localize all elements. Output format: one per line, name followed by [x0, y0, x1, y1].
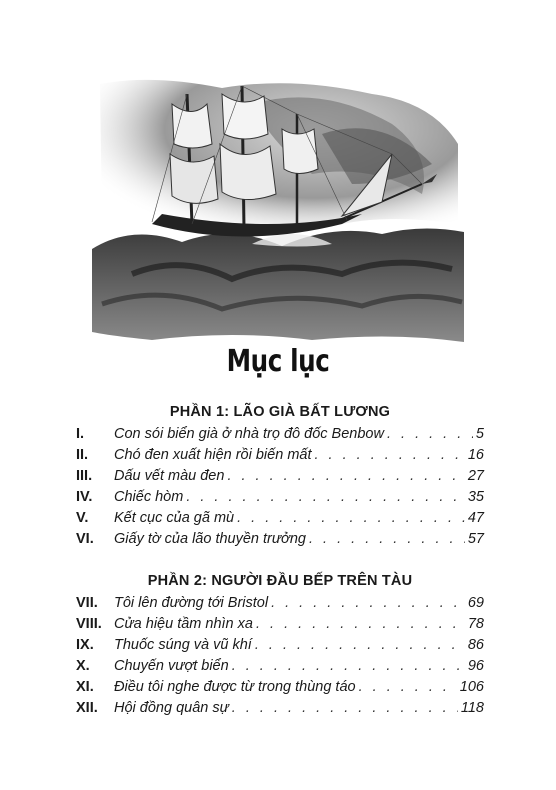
page-number: 69 [467, 595, 484, 611]
ship-illustration [92, 74, 464, 342]
chapter-number: VIII. [76, 616, 102, 632]
chapter-title: Con sói biển già ở nhà trọ đô đốc Benbow [114, 426, 384, 442]
toc-entry[interactable] [76, 466, 484, 486]
part-2-heading: PHẦN 2: NGƯỜI ĐẦU BẾP TRÊN TÀU [147, 573, 413, 589]
chapter-number: XI. [76, 679, 94, 695]
page-number: 86 [467, 637, 484, 653]
dot-leader [359, 677, 457, 697]
chapter-number: IV. [76, 489, 93, 505]
chapter-title: Thuốc súng và vũ khí [114, 637, 252, 653]
toc-entry[interactable] [76, 487, 484, 507]
chapter-number: II. [76, 447, 89, 463]
toc-entry[interactable] [76, 529, 484, 549]
chapter-number: VI. [76, 531, 94, 547]
page-number: 106 [459, 679, 484, 695]
toc-entry[interactable] [76, 635, 484, 655]
page-number: 27 [467, 468, 484, 484]
chapter-number: VII. [76, 595, 98, 611]
page-number: 35 [467, 489, 484, 505]
chapter-number: X. [76, 658, 90, 674]
dot-leader [232, 656, 465, 676]
toc-entry[interactable] [76, 614, 484, 634]
chapter-title: Chó đen xuất hiện rồi biến mất [114, 447, 312, 463]
toc-title: Mục lục [226, 344, 330, 379]
dot-leader [315, 445, 465, 465]
dot-leader [309, 529, 465, 549]
chapter-number: IX. [76, 637, 94, 653]
chapter-title: Tôi lên đường tới Bristol [114, 595, 269, 611]
page-number: 57 [467, 531, 484, 547]
dot-leader [237, 508, 465, 528]
chapter-number: I. [76, 426, 85, 442]
chapter-title: Điều tôi nghe được từ trong thùng táo [114, 679, 356, 695]
dot-leader [232, 698, 458, 718]
page-number: 118 [460, 700, 484, 716]
toc-entry[interactable] [76, 508, 484, 528]
toc-entry[interactable] [76, 445, 484, 465]
page-number: 78 [467, 616, 484, 632]
chapter-title: Giấy tờ của lão thuyền trưởng [114, 531, 306, 547]
toc-entry[interactable] [76, 656, 484, 676]
chapter-title: Chiếc hòm [114, 489, 184, 505]
part-1-heading: PHẦN 1: LÃO GIÀ BẤT LƯƠNG [169, 404, 391, 420]
toc-entry[interactable] [76, 698, 484, 718]
dot-leader [186, 487, 465, 507]
chapter-title: Hội đồng quân sự [114, 700, 229, 716]
chapter-title: Cửa hiệu tầm nhìn xa [114, 616, 253, 632]
chapter-title: Dấu vết màu đen [114, 468, 225, 484]
toc-entry[interactable] [76, 593, 484, 613]
toc-entry[interactable] [76, 424, 484, 444]
chapter-title: Kết cục của gã mù [114, 510, 235, 526]
dot-leader [387, 424, 473, 444]
chapter-number: XII. [76, 700, 98, 716]
chapter-number: III. [76, 468, 93, 484]
chapter-title: Chuyến vượt biển [114, 658, 229, 674]
dot-leader [271, 593, 465, 613]
chapter-number: V. [76, 510, 89, 526]
dot-leader [256, 614, 465, 634]
dot-leader [227, 466, 464, 486]
page-number: 16 [467, 447, 484, 463]
page-number: 5 [475, 426, 484, 442]
page-number: 96 [467, 658, 484, 674]
page-number: 47 [467, 510, 484, 526]
toc-entry[interactable] [76, 677, 484, 697]
dot-leader [255, 635, 465, 655]
